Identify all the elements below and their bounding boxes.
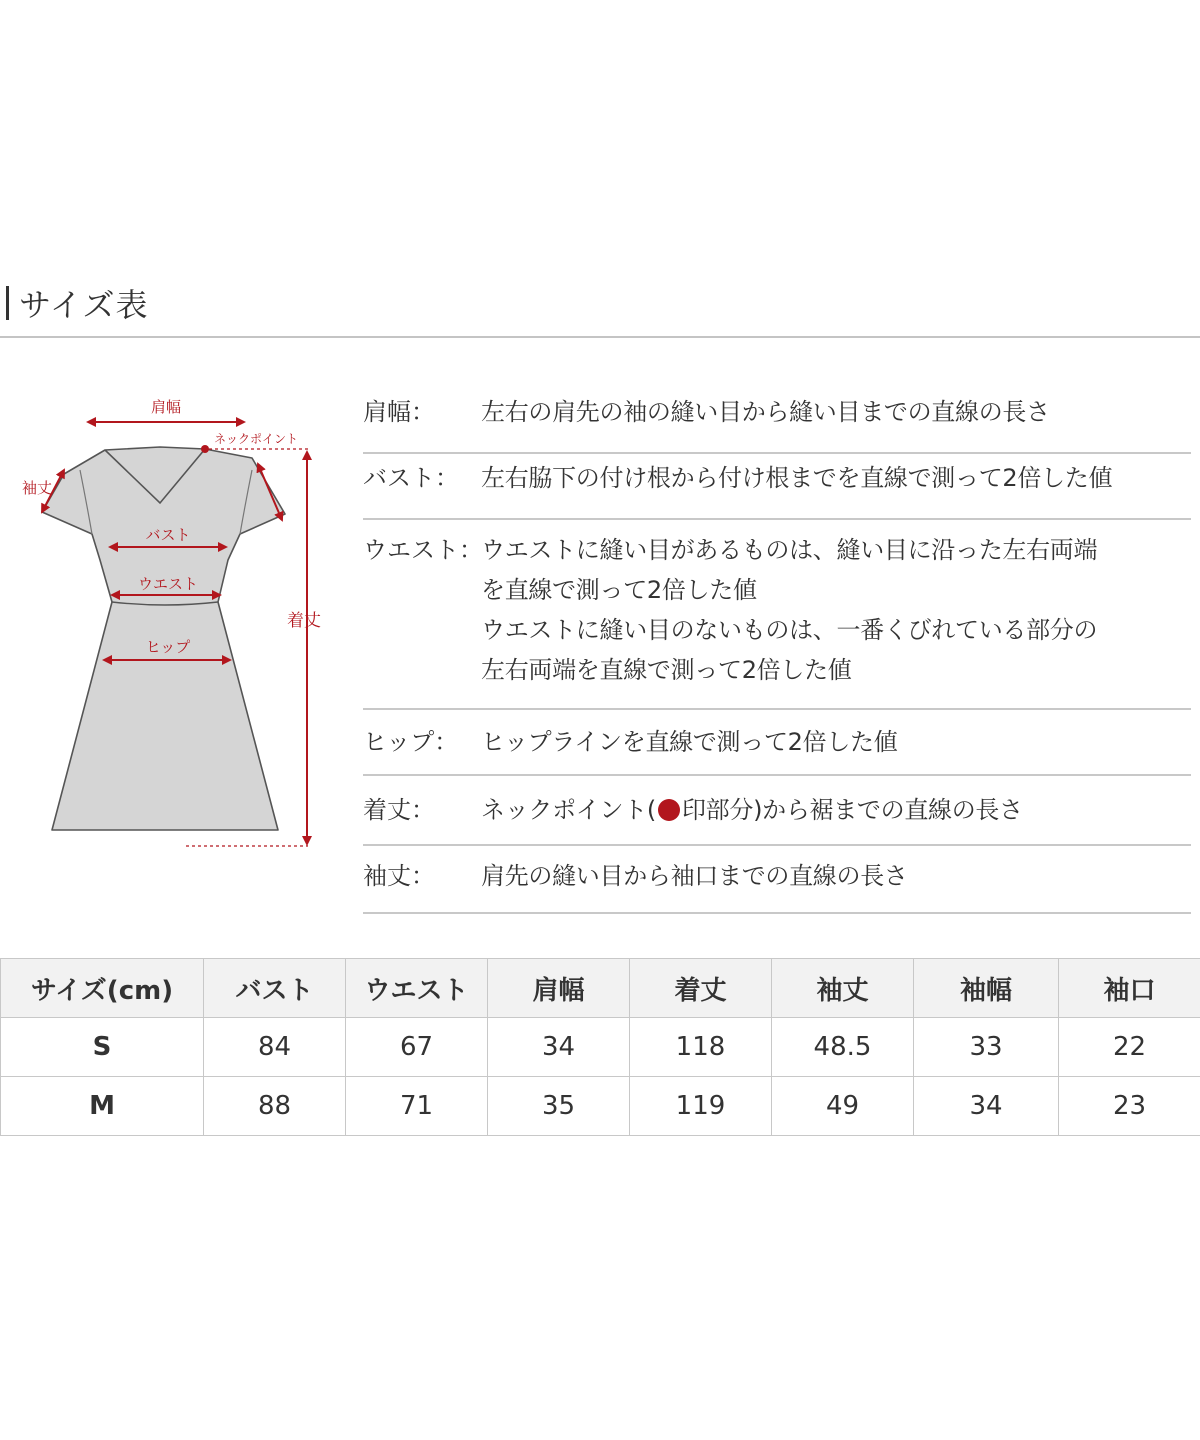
table-cell: 33: [914, 1018, 1059, 1077]
def-line: 左右両端を直線で測って2倍した値: [481, 656, 852, 684]
def-row-hip: [363, 710, 1191, 776]
def-term: バスト：: [363, 464, 459, 492]
table-cell: 84: [204, 1018, 346, 1077]
page-title: [0, 282, 148, 324]
def-line: 肩先の縫い目から袖口までの直線の長さ: [481, 862, 908, 890]
header-cell: ウエスト: [346, 959, 488, 1018]
table-cell: 71: [346, 1077, 488, 1136]
header-cell: 袖幅: [914, 959, 1059, 1018]
table-header-row: [1, 959, 1200, 1018]
def-term: ウエスト：: [363, 536, 483, 564]
table-cell: 119: [630, 1077, 772, 1136]
measurement-definitions: [363, 382, 1191, 914]
size-cell: S: [1, 1018, 204, 1077]
def-term: 袖丈：: [363, 862, 435, 890]
bust-label: バスト: [145, 526, 191, 544]
table-cell: 35: [488, 1077, 630, 1136]
def-line: ウエストに縫い目のないものは、一番くびれている部分の: [481, 616, 1098, 644]
length-label: 着丈: [287, 611, 321, 631]
waist-label: ウエスト: [137, 575, 199, 593]
def-body: [481, 790, 1191, 830]
table-cell: 23: [1059, 1077, 1200, 1136]
def-body: [481, 530, 1191, 690]
def-term: ヒップ：: [363, 728, 459, 756]
header-cell: 着丈: [630, 959, 772, 1018]
def-line: を直線で測って2倍した値: [481, 576, 757, 604]
def-line: ウエストに縫い目があるものは、縫い目に沿った左右両端: [481, 536, 1098, 564]
def-term: 肩幅：: [363, 398, 435, 426]
table-cell: 67: [346, 1018, 488, 1077]
hip-label: ヒップ: [145, 638, 191, 656]
def-row-length: [363, 776, 1191, 846]
garment-diagram: [0, 380, 345, 860]
def-line: ヒップラインを直線で測って2倍した値: [481, 728, 898, 756]
table-cell: 34: [488, 1018, 630, 1077]
table-cell: 49: [772, 1077, 914, 1136]
header-cell: 袖口: [1059, 959, 1200, 1018]
def-line: 左右脇下の付け根から付け根までを直線で測って2倍した値: [481, 464, 1113, 492]
def-row-waist: [363, 520, 1191, 710]
page-title-text: サイズ表: [19, 286, 149, 324]
size-cell: M: [1, 1077, 204, 1136]
def-body: [481, 458, 1191, 498]
def-body: [481, 856, 1191, 896]
def-body: [481, 722, 1191, 762]
title-divider: [0, 336, 1200, 338]
def-row-bust: [363, 454, 1191, 520]
table-cell: 118: [630, 1018, 772, 1077]
def-text-after: 印部分)から裾までの直線の長さ: [681, 796, 1023, 824]
table-row: [1, 1018, 1200, 1077]
def-body: [481, 392, 1191, 432]
neck-point-marker: [201, 445, 209, 453]
def-row-sleeve-length: [363, 846, 1191, 914]
size-table: [0, 958, 1200, 1136]
title-accent-bar: [6, 286, 9, 320]
header-cell: サイズ(cm): [1, 959, 204, 1018]
neck-point-label: ネックポイント: [214, 432, 299, 446]
table-row: [1, 1077, 1200, 1136]
def-row-shoulder: [363, 382, 1191, 454]
def-term: 着丈：: [363, 796, 435, 824]
table-cell: 48.5: [772, 1018, 914, 1077]
def-line: 左右の肩先の袖の縫い目から縫い目までの直線の長さ: [481, 398, 1050, 426]
table-cell: 22: [1059, 1018, 1200, 1077]
header-cell: バスト: [204, 959, 346, 1018]
shoulder-label: 肩幅: [150, 398, 182, 416]
table-cell: 34: [914, 1077, 1059, 1136]
header-cell: 肩幅: [488, 959, 630, 1018]
def-text-before: ネックポイント(: [481, 796, 656, 824]
neck-point-dot-icon: [658, 799, 680, 821]
header-cell: 袖丈: [772, 959, 914, 1018]
table-cell: 88: [204, 1077, 346, 1136]
sleeve-length-label: 袖丈: [22, 479, 53, 497]
